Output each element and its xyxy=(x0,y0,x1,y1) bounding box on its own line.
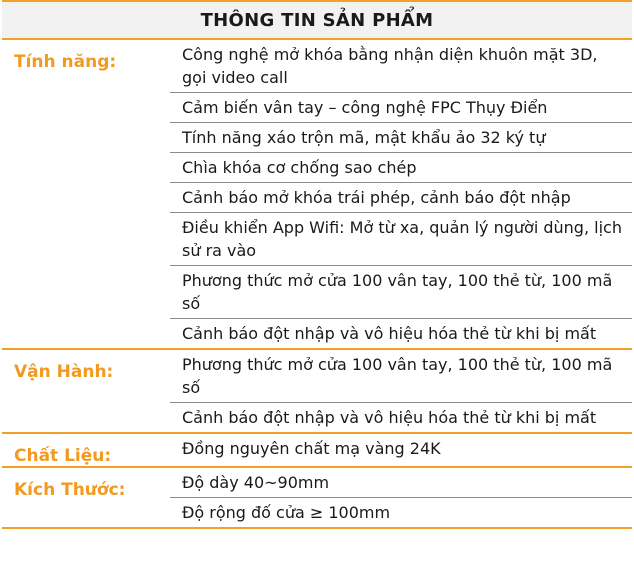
table-title: THÔNG TIN SẢN PHẨM xyxy=(200,9,434,31)
spec-item: Tính năng xáo trộn mã, mật khẩu ảo 32 ký tự xyxy=(170,123,632,153)
group-items xyxy=(170,350,632,432)
spec-item: Độ dày 40~90mm xyxy=(170,468,632,498)
spec-item: Phương thức mở cửa 100 vân tay, 100 thẻ từ, 100 mã số xyxy=(170,350,632,403)
spec-item: Cảnh báo đột nhập và vô hiệu hóa thẻ từ khi bị mất xyxy=(182,324,597,343)
spec-item: Độ rộng đố cửa ≥ 100mm xyxy=(182,503,391,522)
table-header xyxy=(2,0,632,40)
spec-item: Cảnh báo mở khóa trái phép, cảnh báo đột nhập xyxy=(170,183,632,213)
spec-item: Cảnh báo đột nhập và vô hiệu hóa thẻ từ khi bị mất xyxy=(182,408,597,427)
group-label: Vận Hành: xyxy=(14,362,114,382)
spec-item: Cảm biến vân tay – công nghệ FPC Thụy Điển xyxy=(170,93,632,123)
group-label: Tính năng: xyxy=(14,52,117,72)
group-operation xyxy=(2,350,632,434)
spec-item: Công nghệ mở khóa bằng nhận diện khuôn mặt 3D, gọi video call xyxy=(170,40,632,93)
group-material xyxy=(2,434,632,468)
spec-item: Điều khiển App Wifi: Mở từ xa, quản lý người dùng, lịch sử ra vào xyxy=(170,213,632,266)
group-items xyxy=(170,434,632,466)
group-label: Chất Liệu: xyxy=(14,446,112,466)
spec-item: Đồng nguyên chất mạ vàng 24K xyxy=(182,439,441,458)
group-items xyxy=(170,40,632,348)
group-items xyxy=(170,468,632,527)
spec-item: Phương thức mở cửa 100 vân tay, 100 thẻ từ, 100 mã số xyxy=(170,266,632,319)
group-dimensions xyxy=(2,468,632,529)
group-label: Kích Thước: xyxy=(14,480,126,500)
product-info-table xyxy=(2,0,632,529)
group-features xyxy=(2,40,632,350)
spec-item: Chìa khóa cơ chống sao chép xyxy=(170,153,632,183)
